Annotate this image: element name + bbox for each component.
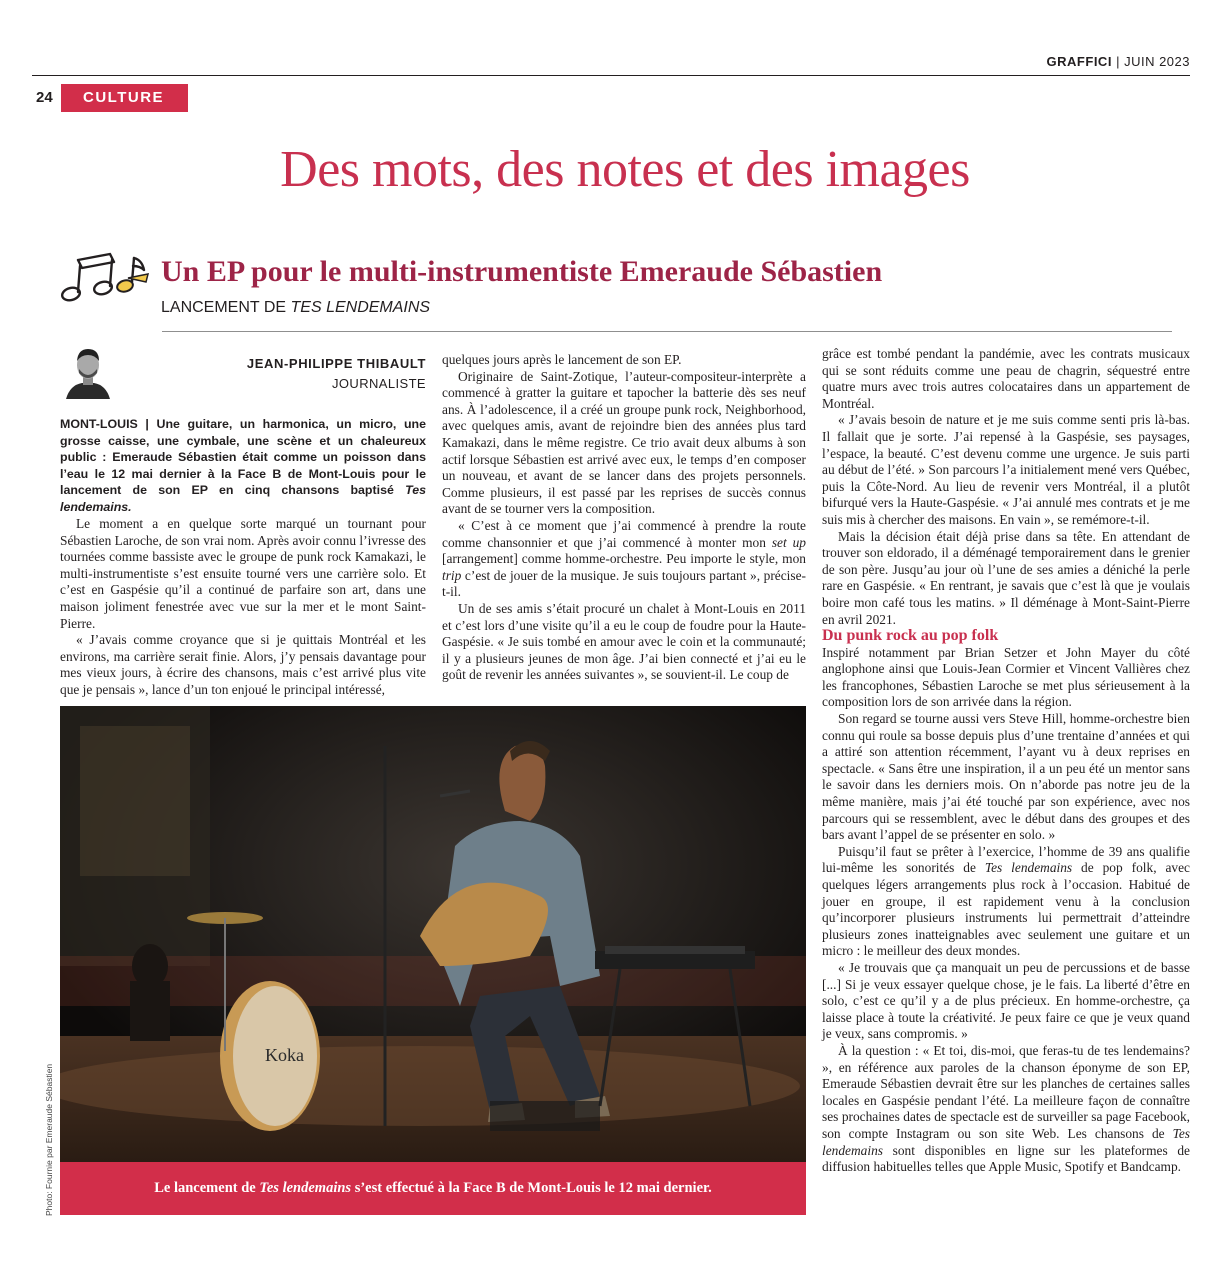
paragraph [442,518,806,601]
paragraph: Le moment a en quelque sorte marqué un tournant pour Sébastien Laroche, de son vrai nom. Après avoir connu l’ivresse des tournées comme bassiste avec le groupe de punk rock Kamakazi, le multi-instrumentiste s’est ensuite tourné vers une carrière solo. Et c’est en Gaspésie qu’il a continué de parfaire son art, dans une maison joliment fenestrée avec vue sur la mer et le mont Saint-Pierre. [60,516,426,631]
text-run-italic: trip [442,567,462,583]
paragraph: Mais la décision était déjà prise dans sa tête. En attendant de trouver son eldorado, il a déménagé temporairement dans le grenier de son père. Jusqu’au jour où l’une de ses amies a déniché la perle rare en Gaspésie. « En rentrant, je savais que c’est là que je voulais boire mon café tous les matins. » Il déménage à Mont-Saint-Pierre en avril 2021. [822,528,1190,627]
paragraph: « J’avais comme croyance que si je quittais Montréal et les environs, ma carrière serait finie. Alors, j’y pensais davantage pour mes vieux jours, à écrire des chansons, mais c’est arrivé plus vite que je pensais », lance d’un ton enjoué le principal intéressé, [60,632,426,697]
lede-text: MONT-LOUIS | Une guitare, un harmonica, un micro, une grosse caisse, une cymbale, une scène et un chaleureux public : Emeraude Sébastien était comme un poisson dans l’eau le 12 mai dernier à la Face B de Mont-Louis pour le lancement de son EP en cinq chansons baptisé [60,417,426,497]
paragraph: Son regard se tourne aussi vers Steve Hill, homme-orchestre bien connu qui roule sa bosse depuis plus d’une trentaine d’années et qui a attiré son attention récemment, l’ayant vu à deux reprises en spectacle. « Sans être une inspiration, il a un peu été un mentor sans le savoir dans les derniers mois. On n’aborde pas notre jeu de la même manière, mais j’ai été touché par son expérience, avec nos parcours qui se ressemblent, avec le début dans des groupes et des bars avant l’appel de se présenter en solo. » [822,711,1190,843]
text-run: « C’est à ce moment que j’ai commencé à prendre la route comme chansonnier et que j’ai commencé à monter mon [442,517,806,550]
photo-credit: Photo: Fournie par Emeraude Sébastien [44,1063,54,1216]
text-run: Puisqu’il faut se prêter à l’exercice, l’homme de 39 ans qualifie lui-même les sonorités de [822,843,1190,876]
author-avatar [60,343,116,399]
masthead [1047,54,1190,69]
subhead-title: TES LENDEMAINS [290,299,431,316]
paragraph: Un de ses amis s’était procuré un chalet à Mont-Louis en 2011 et c’est lors d’une visite qu’il a eu le coup de foudre pour la Haute-Gaspésie. « Je suis tombé en amour avec le coin et la communauté; il y a plusieurs jeunes de mon âge. J’ai bien connecté et j’ai eu le goût de revenir les années suivantes », se souvient-il. Le coup de [442,600,806,683]
header-rule [32,75,1190,76]
section-subheading: Du punk rock au pop folk [822,627,999,645]
text-run: de pop folk, avec quelques légers arrangements plus rock à l’occasion. Habitué de jouer en groupe, il est rapidement venu à la conclusion qu’incorporer plusieurs instruments lui permettrait d’atteindre plusieurs zones inatteignables avec seulement une guitare et un micro : le meilleur des deux mondes. [822,860,1190,959]
caption-title: Tes lendemains [259,1180,352,1196]
masthead-separator: | [1116,54,1120,69]
article-column-2 [442,352,806,684]
drum-logo: Koka [265,1045,304,1065]
music-notes-icon [58,250,150,312]
text-run: c’est de jouer de la musique. Je suis toujours partant », précise-t-il. [442,567,806,600]
paragraph: « J’avais besoin de nature et je me suis comme senti pris là-bas. Il fallait que je sorte. J’ai repensé à la Gaspésie, ses paysages, l’espace, la beauté. C’est devenu comme une urgence. Je suis parti au début de l’été. » Son parcours l’a initialement mené vers Québec, puis la Côte-Nord. Au lieu de revenir vers Montréal, il a plutôt bifurqué vers la Haute-Gaspésie. « J’ai annulé mes contrats et je me suis mis à chercher des maisons. En vain », se remémore-t-il. [822,412,1190,527]
article-subhead [161,299,430,317]
headline-rule [162,331,1172,332]
paragraph: grâce est tombé pendant la pandémie, avec les contrats musicaux qui se sont réduits comme une peau de chagrin, séquestré entre quatre murs avec trois autres colocataires dans un appartement de Montréal. [822,346,1190,411]
publication-name: GRAFFICI [1046,54,1112,69]
subhead-prefix: LANCEMENT DE [161,299,291,316]
page-title: Des mots, des notes et des images [280,141,970,198]
text-run-italic: Tes lendemains [984,860,1073,876]
text-run-italic: set up [771,534,806,550]
author-role: JOURNALISTE [332,376,426,391]
paragraph [822,844,1190,960]
article-column-1 [60,416,426,699]
issue-date: JUIN 2023 [1124,54,1190,69]
paragraph: Inspiré notamment par Brian Setzer et John Mayer du côté anglophone ainsi que Louis-Jean Cormier et Vincent Vallières chez les francophones, Sébastien Laroche se met plus sérieusement à la composition lors de son arrivée dans la région. [822,644,1190,710]
concert-photo [60,706,806,1162]
text-run: [arrangement] comme homme-orchestre. Peu importe le style, mon [442,551,806,567]
photo-caption [60,1162,806,1215]
paragraph [822,1043,1190,1176]
text-run: À la question : « Et toi, dis-moi, que feras-tu de tes lendemains? », en référence aux paroles de la chanson éponyme de son EP, Emeraude Sébastien devrait être sur les planches de certaines salles locales en Gaspésie pendant l’été. La meilleure façon de connaître ses prochaines dates de spectacle est de surveiller sa page Facebook, son compte Instagram ou son site Web. Les chansons de [822,1042,1190,1141]
lede-title: Tes lendemains. [60,483,426,514]
paragraph: quelques jours après le lancement de son EP. [442,352,682,367]
page-number: 24 [36,89,53,106]
author-name: JEAN-PHILIPPE THIBAULT [246,356,426,371]
caption-text: Le lancement de [154,1180,260,1196]
caption-text: s’est effectué à la Face B de Mont-Louis le 12 mai dernier. [351,1180,712,1196]
text-run-italic: Tes lendemains [822,1125,1190,1158]
article-lede [60,416,426,515]
paragraph: « Je trouvais que ça manquait un peu de percussions et de basse [...] Si je veux essayer quelque chose, je le fais. La liberté d’être en solo, c’est ce qu’il y a de plus précieux. En homme-orchestre, ça laisse place à toute la créativité. Je peux faire ce que je veux quand je veux, sans compromis. » [822,959,1190,1042]
text-run: sont disponibles en ligne sur les plateformes de diffusion habituelles telles que Apple Music, Spotify et Bandcamp. [822,1142,1190,1175]
article-headline: Un EP pour le multi-instrumentiste Emeraude Sébastien [161,255,883,288]
article-column-3 [822,346,1190,1176]
paragraph: Originaire de Saint-Zotique, l’auteur-compositeur-interprète a commencé à gratter la guitare et tapocher la batterie dès ses neuf ans. À l’adolescence, il a créé un groupe punk rock, Neighborhood, avec quelques amis, avant de rejoindre bien des années plus tard Kamakazi, dans le même registre. Ce trio avait deux albums à son actif lorsque Sébastien est arrivé avec eux, le temps d’en composer un nouveau, et avant de se lancer dans des projets personnels. Comme plusieurs, il est passé par les reprises de succès connus avant de se tourner vers la composition. [442,368,806,517]
section-tag: CULTURE [61,84,188,112]
